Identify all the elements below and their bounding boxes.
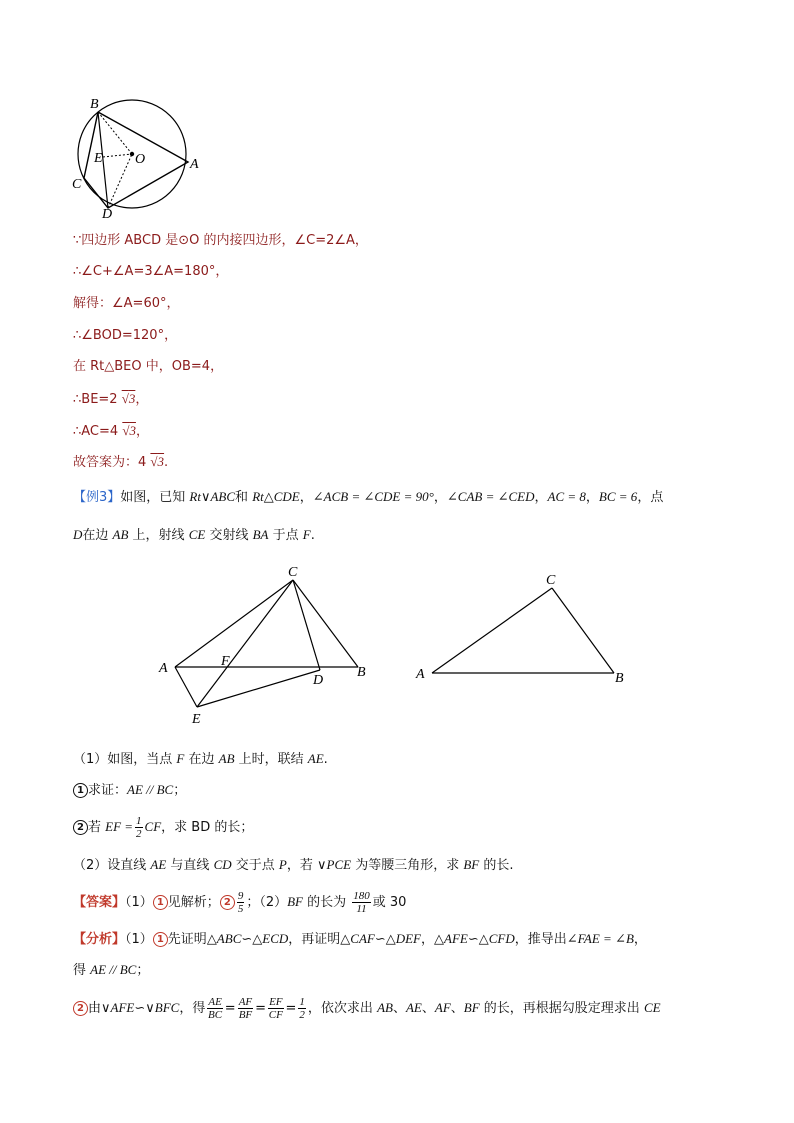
fig2-label-a: A xyxy=(159,661,168,676)
label-o: O xyxy=(135,152,146,167)
solution-line-7: ∴AC=4 √3， xyxy=(73,423,149,439)
label-d: D xyxy=(102,207,113,220)
fig2-label-e: E xyxy=(192,712,201,727)
fraction: $\frac{1}{2}$ xyxy=(136,815,142,840)
circle-figure xyxy=(70,90,210,220)
triangle-figure-plain xyxy=(410,568,640,688)
label-b: B xyxy=(90,97,99,112)
fig2-label-f: F xyxy=(221,654,230,669)
analysis-line-3: 2 由∨AFE∽∨BFC，得 $\frac{AE}{BC}$ = $\frac{AF}{BF}$ = $\frac{EF}{CF}$ = $\frac{1}{2}$ ，依次求出 AB、AE、AF、BF 的长，再根据勾股定理求出 CE xyxy=(73,996,661,1021)
example-line-1: 【例3】如图，已知 Rt∨ABC和 Rt△CDE，∠ACB = ∠CDE = 90°，∠CAB = ∠CED，AC = 8，BC = 6，点 xyxy=(73,489,664,505)
solution-line-4: ∴∠BOD=120°， xyxy=(73,328,178,343)
analysis-tag: 【分析】 xyxy=(73,932,126,947)
example-line-2: D在边 AB 上，射线 CE 交射线 BA 于点 F. xyxy=(73,527,315,543)
circled-number: 1 xyxy=(73,783,88,798)
triangle-figure-with-e xyxy=(155,562,375,732)
analysis-line-1: 【分析】（1） 1 先证明△ABC∽△ECD，再证明△CAF∽△DEF，△AFE∽△CFD，推导出∠FAE = ∠B， xyxy=(73,931,647,947)
answer-line: 【答案】（1） 1 见解析； 2 $\frac{9}{5}$ ；（2）BF 的长为 $\frac{180}{11}$ 或 30 xyxy=(73,890,407,915)
fig3-label-b: B xyxy=(615,671,624,686)
fig2-label-c: C xyxy=(288,565,298,580)
example-tag: 【例3】 xyxy=(73,490,121,505)
question-1-part-2: 2 若 EF = $\frac{1}{2}$ CF，求 BD 的长； xyxy=(73,815,253,840)
sqrt-symbol: √3 xyxy=(121,391,136,406)
label-e: E xyxy=(94,151,103,166)
fig2-label-d: D xyxy=(313,673,324,688)
solution-line-6: ∴BE=2 √3， xyxy=(73,391,149,407)
analysis-line-2: 得 AE // BC； xyxy=(73,962,150,978)
solution-line-5: 在 Rt△BEO 中，OB=4， xyxy=(73,359,224,374)
question-1-part-1: 1 求证：AE // BC； xyxy=(73,781,186,800)
fig3-label-a: A xyxy=(416,667,425,682)
question-2: （2）设直线 AE 与直线 CD 交于点 P，若 ∨PCE 为等腰三角形，求 BF 的长. xyxy=(73,857,514,873)
fig2-label-b: B xyxy=(357,665,366,680)
solution-line-3: 解得：∠A=60°， xyxy=(73,296,180,311)
label-c: C xyxy=(72,177,82,192)
fig3-label-c: C xyxy=(546,573,556,588)
answer-tag: 【答案】 xyxy=(73,895,126,910)
label-a: A xyxy=(190,157,199,172)
solution-line-8: 故答案为：4 √3. xyxy=(73,454,169,470)
question-1: （1）如图，当点 F 在边 AB 上时，联结 AE. xyxy=(73,751,328,767)
solution-line-2: ∴∠C+∠A=3∠A=180°， xyxy=(73,264,229,279)
solution-line-1: ∵四边形 ABCD 是⊙O 的内接四边形，∠C=2∠A， xyxy=(73,233,368,248)
